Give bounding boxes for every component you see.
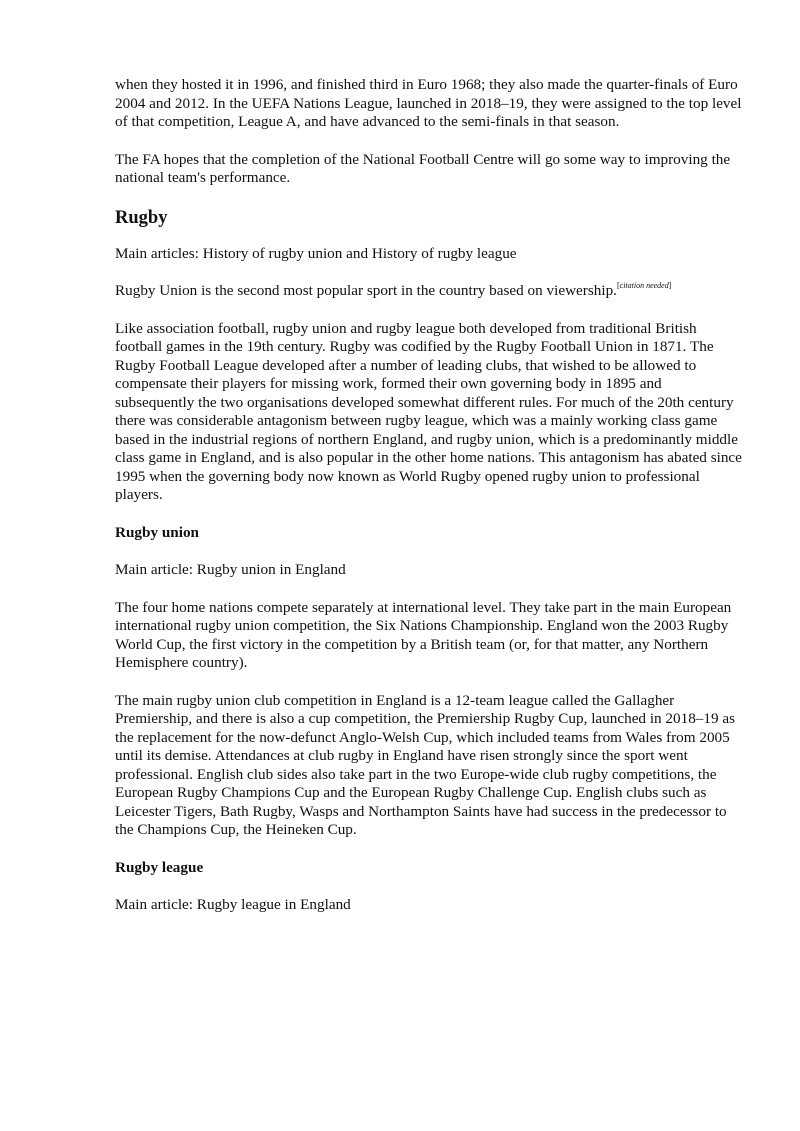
- heading-rugby-union: Rugby union: [115, 523, 199, 541]
- paragraph-euro-results: when they hosted it in 1996, and finished third in Euro 1968; they also made the quarter-finals of Euro 2004 and 2012. In the UEFA Nations League, launched in 2018–19, they were assigned to the top level of that competition, League A, and have advanced to the semi-finals in that season.: [115, 76, 742, 130]
- document-page: [115, 76, 743, 915]
- main-articles-rugby: Main articles: History of rugby union and History of rugby league: [115, 244, 517, 262]
- main-article-rugby-league: Main article: Rugby league in England: [115, 896, 351, 913]
- paragraph-union-clubs: The main rugby union club competition in England is a 12-team league called the Gallagher Premiership, and there is also a cup competition, the Premiership Rugby Cup, launched in 2018–19 as the replacement for the now-defunct Anglo-Welsh Cup, which included teams from Wales from 2005 until its demise. Attendances at club rugby in England have risen strongly since the sport went professional. English club sides also take part in the two Europe-wide club rugby competitions, the European Rugby Champions Cup and the European Rugby Challenge Cup. English clubs such as Leicester Tigers, Bath Rugby, Wasps and Northampton Saints have had success in the predecessor to the Champions Cup, the Heineken Cup.: [115, 691, 736, 838]
- paragraph-union-international: The four home nations compete separately at international level. They take part in the main European international rugby union competition, the Six Nations Championship. England won the 2003 Rugby World Cup, the first victory in the competition by a British team (or, for that matter, any Northern Hemisphere country).: [115, 598, 732, 671]
- heading-rugby-league: Rugby league: [115, 858, 204, 876]
- citation-needed[interactable]: [citation needed]: [616, 281, 672, 290]
- paragraph-rugby-popularity: [115, 282, 743, 301]
- popularity-text: Rugby Union is the second most popular sport in the country based on viewership.: [115, 282, 617, 299]
- heading-rugby: Rugby: [115, 207, 168, 228]
- main-article-rugby-union: Main article: Rugby union in England: [115, 561, 346, 578]
- paragraph-fa-hopes: The FA hopes that the completion of the National Football Centre will go some way to improving the national team's performance.: [115, 150, 731, 186]
- paragraph-rugby-history: Like association football, rugby union and rugby league both developed from traditional British football games in the 19th century. Rugby was codified by the Rugby Football Union in 1871. The Rugby Football League developed after a number of leading clubs, that wished to be allowed to compensate their players for missing work, formed their own governing body in 1895 and subsequently the two organisations developed somewhat different rules. For much of the 20th century there was considerable antagonism between rugby league, which was a mainly working class game based in the industrial regions of northern England, and rugby union, which is a predominantly middle class game in England, and is also popular in the other home nations. This antagonism has abated since 1995 when the governing body now known as World Rugby opened rugby union to professional players.: [115, 319, 742, 503]
